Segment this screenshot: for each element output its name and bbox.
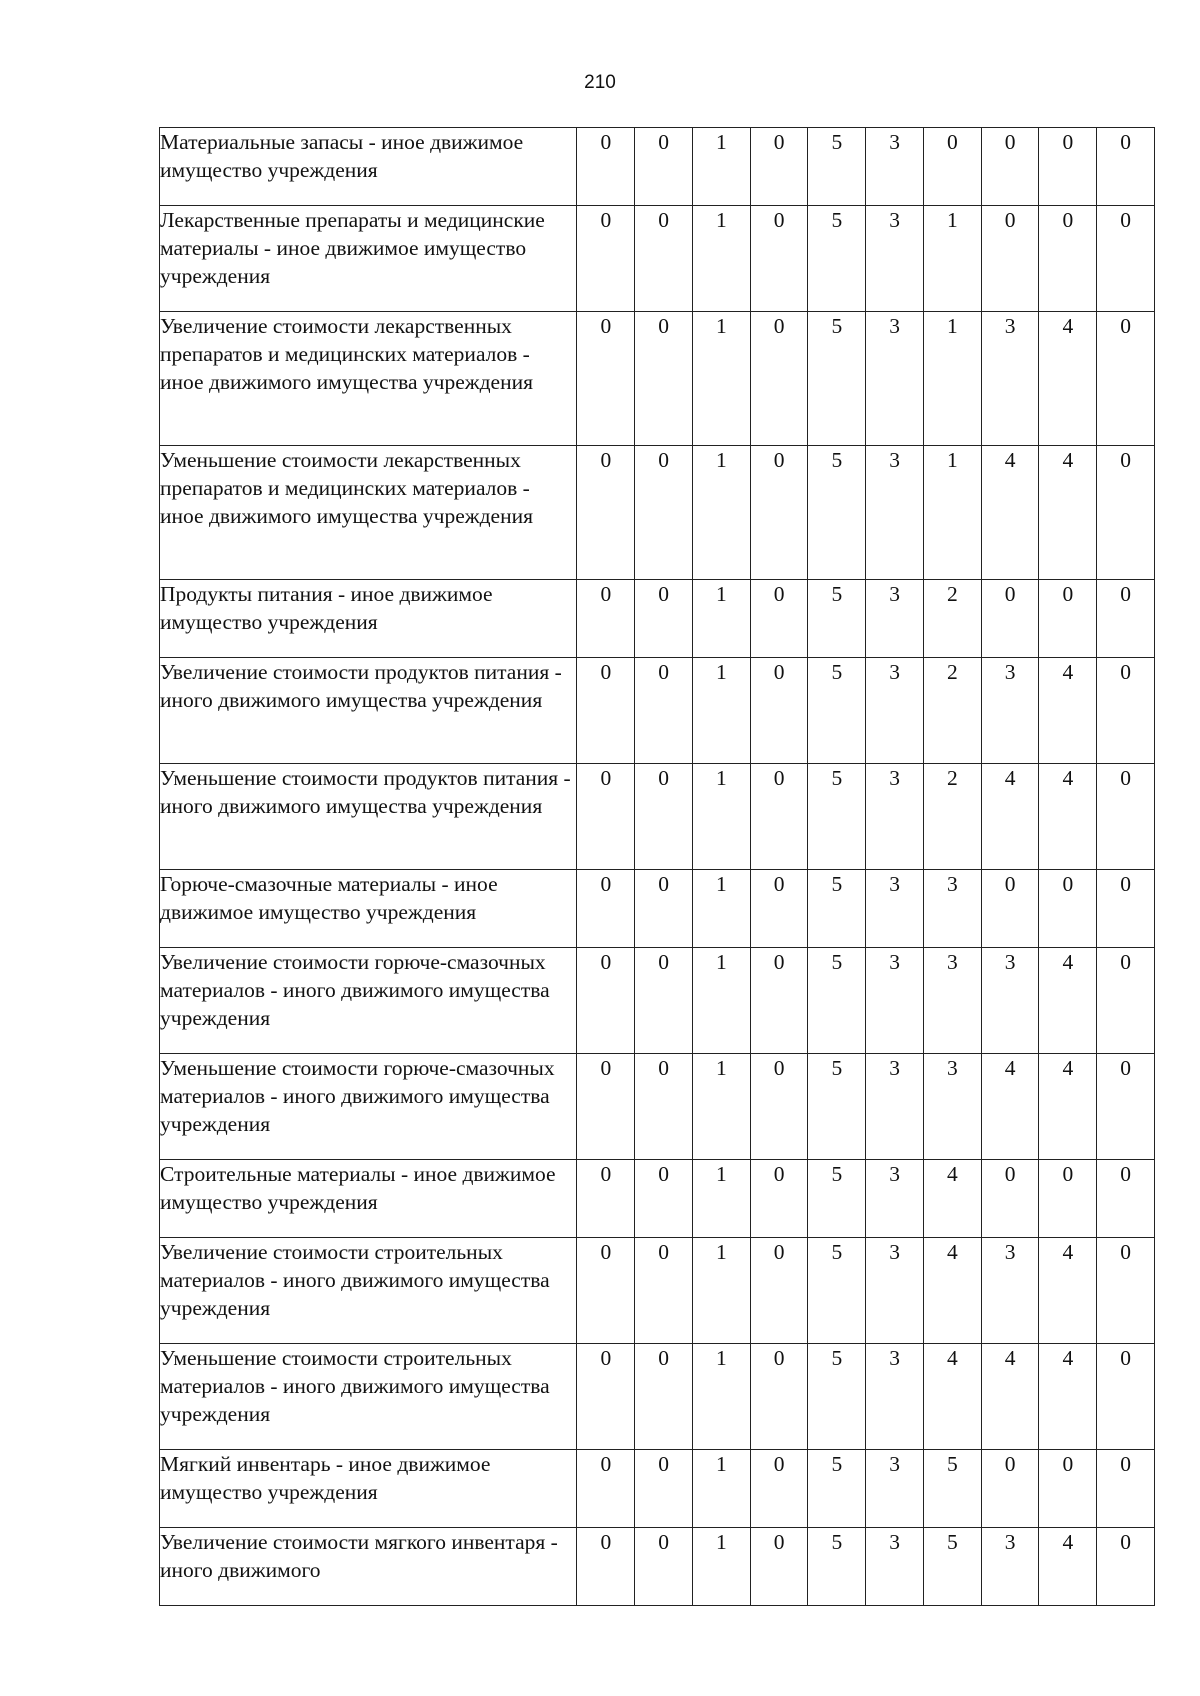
- code-digit: 0: [750, 1054, 808, 1160]
- code-digit: 5: [808, 658, 866, 764]
- table-row: [160, 312, 1155, 446]
- code-digit: 0: [750, 1528, 808, 1606]
- code-digit: 0: [635, 1054, 693, 1160]
- code-digit: 4: [981, 764, 1039, 870]
- code-digit: 5: [808, 870, 866, 948]
- code-digit: 0: [1039, 580, 1097, 658]
- code-digit: 3: [866, 658, 924, 764]
- code-digit: 0: [750, 206, 808, 312]
- row-description: Уменьшение стоимости строительных материалов - иного движимого имущества учреждения: [160, 1344, 577, 1450]
- code-digit: 3: [866, 1054, 924, 1160]
- code-digit: 0: [750, 580, 808, 658]
- code-digit: 0: [635, 870, 693, 948]
- code-digit: 0: [635, 658, 693, 764]
- code-digit: 0: [1097, 1528, 1155, 1606]
- code-digit: 4: [923, 1344, 981, 1450]
- code-digit: 1: [692, 764, 750, 870]
- accounts-table: [159, 127, 1155, 1606]
- code-digit: 5: [808, 1238, 866, 1344]
- row-description: Продукты питания - иное движимое имущество учреждения: [160, 580, 577, 658]
- code-digit: 0: [577, 1054, 635, 1160]
- code-digit: 0: [981, 580, 1039, 658]
- code-digit: 5: [808, 948, 866, 1054]
- code-digit: 5: [808, 764, 866, 870]
- code-digit: 0: [635, 312, 693, 446]
- code-digit: 0: [1097, 658, 1155, 764]
- code-digit: 2: [923, 764, 981, 870]
- table-row: [160, 446, 1155, 580]
- code-digit: 0: [1097, 580, 1155, 658]
- code-digit: 0: [1097, 1054, 1155, 1160]
- code-digit: 1: [923, 206, 981, 312]
- code-digit: 0: [750, 1160, 808, 1238]
- code-digit: 0: [635, 1160, 693, 1238]
- code-digit: 1: [692, 206, 750, 312]
- code-digit: 0: [750, 948, 808, 1054]
- code-digit: 5: [923, 1528, 981, 1606]
- table-row: [160, 1054, 1155, 1160]
- code-digit: 0: [1097, 1238, 1155, 1344]
- code-digit: 0: [577, 658, 635, 764]
- code-digit: 0: [750, 658, 808, 764]
- code-digit: 4: [1039, 1528, 1097, 1606]
- code-digit: 0: [981, 870, 1039, 948]
- code-digit: 3: [981, 1528, 1039, 1606]
- code-digit: 1: [692, 446, 750, 580]
- code-digit: 0: [1097, 446, 1155, 580]
- code-digit: 0: [750, 446, 808, 580]
- code-digit: 0: [1097, 948, 1155, 1054]
- code-digit: 1: [692, 1238, 750, 1344]
- code-digit: 3: [866, 764, 924, 870]
- row-description: Увеличение стоимости горюче-смазочных материалов - иного движимого имущества учреждения: [160, 948, 577, 1054]
- table-row: [160, 948, 1155, 1054]
- code-digit: 1: [692, 948, 750, 1054]
- row-description: Материальные запасы - иное движимое имущество учреждения: [160, 128, 577, 206]
- code-digit: 0: [750, 764, 808, 870]
- code-digit: 0: [577, 1160, 635, 1238]
- row-description: Увеличение стоимости лекарственных препаратов и медицинских материалов - иное движимого имущества учреждения: [160, 312, 577, 446]
- table-row: [160, 1450, 1155, 1528]
- code-digit: 0: [1039, 870, 1097, 948]
- code-digit: 5: [808, 206, 866, 312]
- code-digit: 0: [750, 870, 808, 948]
- table-row: [160, 1344, 1155, 1450]
- code-digit: 3: [981, 312, 1039, 446]
- code-digit: 0: [577, 1450, 635, 1528]
- code-digit: 5: [808, 580, 866, 658]
- code-digit: 4: [1039, 658, 1097, 764]
- code-digit: 3: [866, 948, 924, 1054]
- code-digit: 0: [923, 128, 981, 206]
- code-digit: 0: [1097, 1344, 1155, 1450]
- code-digit: 0: [1097, 764, 1155, 870]
- row-description: Лекарственные препараты и медицинские материалы - иное движимое имущество учреждения: [160, 206, 577, 312]
- code-digit: 0: [577, 128, 635, 206]
- code-digit: 5: [808, 312, 866, 446]
- table-row: [160, 580, 1155, 658]
- code-digit: 3: [866, 870, 924, 948]
- row-description: Уменьшение стоимости продуктов питания - иного движимого имущества учреждения: [160, 764, 577, 870]
- code-digit: 5: [808, 1450, 866, 1528]
- code-digit: 5: [808, 128, 866, 206]
- code-digit: 5: [808, 1344, 866, 1450]
- code-digit: 5: [808, 1160, 866, 1238]
- table-row: [160, 1238, 1155, 1344]
- table-row: [160, 870, 1155, 948]
- code-digit: 1: [692, 1450, 750, 1528]
- code-digit: 0: [577, 580, 635, 658]
- code-digit: 1: [923, 446, 981, 580]
- code-digit: 1: [692, 658, 750, 764]
- code-digit: 4: [1039, 1344, 1097, 1450]
- code-digit: 3: [866, 1160, 924, 1238]
- table-row: [160, 658, 1155, 764]
- code-digit: 4: [1039, 446, 1097, 580]
- row-description: Горюче-смазочные материалы - иное движимое имущество учреждения: [160, 870, 577, 948]
- code-digit: 0: [577, 764, 635, 870]
- code-digit: 4: [1039, 948, 1097, 1054]
- code-digit: 0: [750, 128, 808, 206]
- code-digit: 0: [750, 312, 808, 446]
- code-digit: 5: [923, 1450, 981, 1528]
- code-digit: 1: [923, 312, 981, 446]
- code-digit: 0: [577, 1344, 635, 1450]
- code-digit: 0: [1039, 1450, 1097, 1528]
- row-description: Уменьшение стоимости горюче-смазочных материалов - иного движимого имущества учреждения: [160, 1054, 577, 1160]
- code-digit: 0: [635, 1450, 693, 1528]
- code-digit: 0: [981, 1450, 1039, 1528]
- code-digit: 0: [577, 312, 635, 446]
- code-digit: 3: [866, 1238, 924, 1344]
- code-digit: 0: [981, 128, 1039, 206]
- code-digit: 0: [577, 1238, 635, 1344]
- code-digit: 0: [635, 128, 693, 206]
- code-digit: 3: [866, 580, 924, 658]
- code-digit: 0: [577, 206, 635, 312]
- row-description: Увеличение стоимости строительных материалов - иного движимого имущества учреждения: [160, 1238, 577, 1344]
- code-digit: 0: [750, 1344, 808, 1450]
- code-digit: 3: [866, 128, 924, 206]
- page-number: 210: [584, 72, 616, 93]
- code-digit: 3: [981, 658, 1039, 764]
- code-digit: 0: [750, 1238, 808, 1344]
- code-digit: 0: [1039, 206, 1097, 312]
- code-digit: 0: [635, 446, 693, 580]
- code-digit: 4: [1039, 764, 1097, 870]
- code-digit: 0: [1039, 1160, 1097, 1238]
- code-digit: 0: [1097, 870, 1155, 948]
- code-digit: 0: [1097, 206, 1155, 312]
- code-digit: 0: [1097, 1160, 1155, 1238]
- code-digit: 0: [635, 764, 693, 870]
- code-digit: 0: [577, 948, 635, 1054]
- code-digit: 0: [1039, 128, 1097, 206]
- code-digit: 0: [635, 1238, 693, 1344]
- row-description: Мягкий инвентарь - иное движимое имущество учреждения: [160, 1450, 577, 1528]
- code-digit: 0: [577, 870, 635, 948]
- row-description: Строительные материалы - иное движимое имущество учреждения: [160, 1160, 577, 1238]
- code-digit: 3: [981, 948, 1039, 1054]
- code-digit: 1: [692, 1528, 750, 1606]
- row-description: Увеличение стоимости продуктов питания - иного движимого имущества учреждения: [160, 658, 577, 764]
- table-row: [160, 1528, 1155, 1606]
- code-digit: 4: [981, 1344, 1039, 1450]
- code-digit: 0: [750, 1450, 808, 1528]
- table-row: [160, 764, 1155, 870]
- code-digit: 4: [923, 1160, 981, 1238]
- code-digit: 3: [866, 446, 924, 580]
- code-digit: 1: [692, 1054, 750, 1160]
- code-digit: 0: [635, 206, 693, 312]
- code-digit: 4: [1039, 312, 1097, 446]
- code-digit: 0: [635, 580, 693, 658]
- code-digit: 0: [1097, 128, 1155, 206]
- code-digit: 5: [808, 446, 866, 580]
- code-digit: 0: [577, 446, 635, 580]
- code-digit: 0: [635, 948, 693, 1054]
- code-digit: 0: [981, 1160, 1039, 1238]
- code-digit: 3: [866, 312, 924, 446]
- code-digit: 3: [866, 1344, 924, 1450]
- code-digit: 0: [635, 1528, 693, 1606]
- code-digit: 4: [1039, 1238, 1097, 1344]
- table-row: [160, 206, 1155, 312]
- code-digit: 0: [1097, 312, 1155, 446]
- code-digit: 3: [866, 1528, 924, 1606]
- code-digit: 5: [808, 1528, 866, 1606]
- table-row: [160, 128, 1155, 206]
- code-digit: 2: [923, 658, 981, 764]
- code-digit: 1: [692, 870, 750, 948]
- code-digit: 1: [692, 128, 750, 206]
- code-digit: 2: [923, 580, 981, 658]
- row-description: Уменьшение стоимости лекарственных препаратов и медицинских материалов - иное движимого имущества учреждения: [160, 446, 577, 580]
- code-digit: 3: [866, 206, 924, 312]
- code-digit: 4: [981, 446, 1039, 580]
- code-digit: 0: [1097, 1450, 1155, 1528]
- code-digit: 3: [981, 1238, 1039, 1344]
- row-description: Увеличение стоимости мягкого инвентаря - иного движимого: [160, 1528, 577, 1606]
- code-digit: 0: [635, 1344, 693, 1450]
- code-digit: 4: [981, 1054, 1039, 1160]
- code-digit: 1: [692, 1344, 750, 1450]
- code-digit: 3: [923, 1054, 981, 1160]
- code-digit: 3: [866, 1450, 924, 1528]
- code-digit: 0: [981, 206, 1039, 312]
- code-digit: 3: [923, 948, 981, 1054]
- code-digit: 1: [692, 1160, 750, 1238]
- code-digit: 1: [692, 312, 750, 446]
- code-digit: 0: [577, 1528, 635, 1606]
- code-digit: 5: [808, 1054, 866, 1160]
- code-digit: 1: [692, 580, 750, 658]
- table-row: [160, 1160, 1155, 1238]
- code-digit: 4: [923, 1238, 981, 1344]
- code-digit: 3: [923, 870, 981, 948]
- code-digit: 4: [1039, 1054, 1097, 1160]
